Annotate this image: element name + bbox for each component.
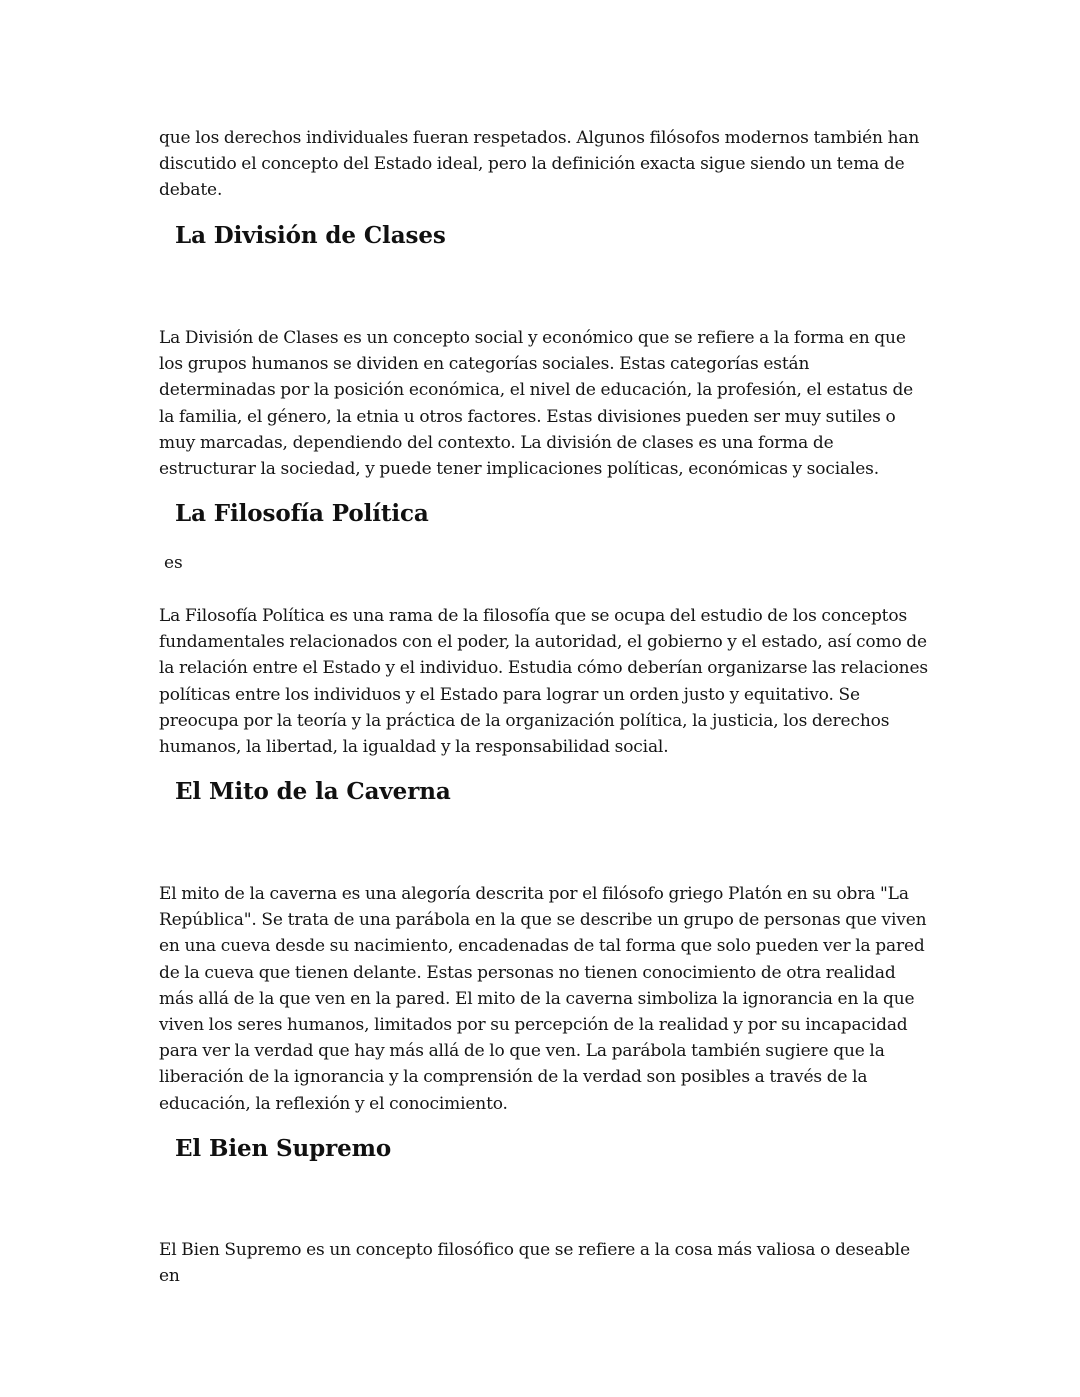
heading-filosofia-politica: La Filosofía Política [175, 500, 429, 527]
heading-mito-de-la-caverna: El Mito de la Caverna [175, 778, 451, 805]
heading-bien-supremo: El Bien Supremo [175, 1135, 392, 1162]
paragraph-mito-de-la-caverna: El mito de la caverna es una alegoría descrita por el filósofo griego Platón en su obra "La República". Se trata de una parábola en la que se describe un grupo de personas que viven en una cueva desde su nacimiento, encadenadas de tal forma que solo pueden ver la pared de la cueva que tienen delante. Estas personas no tienen conocimiento de otra realidad más allá de la que ven en la pared. El mito de la caverna simboliza la ignorancia en la que viven los seres humanos, limitados por su percepción de la realidad y por su incapacidad para ver la verdad que hay más allá de lo que ven. La parábola también sugiere que la liberación de la ignorancia y la comprensión de la verdad son posibles a través de la educación, la reflexión y el conocimiento. [159, 884, 927, 1114]
heading-division-de-clases: La División de Clases [175, 222, 446, 249]
paragraph-filosofia-politica: La Filosofía Política es una rama de la filosofía que se ocupa del estudio de los conceptos fundamentales relacionados con el poder, la autoridad, el gobierno y el estado, así como de la relación entre el Estado y el individuo. Estudia cómo deberían organizarse las relaciones políticas entre los individuos y el Estado para lograr un orden justo y equitativo. Se preocupa por la teoría y la práctica de la organización política, la justicia, los derechos humanos, la libertad, la igualdad y la responsabilidad social. [159, 606, 928, 758]
intro-paragraph: que los derechos individuales fueran respetados. Algunos filósofos modernos también han discutido el concepto del Estado ideal, pero la definición exacta sigue siendo un tema de debate. [159, 128, 920, 201]
stray-text-es: es [164, 553, 183, 573]
paragraph-division-de-clases: La División de Clases es un concepto social y económico que se refiere a la forma en que los grupos humanos se dividen en categorías sociales. Estas categorías están determinadas por la posición económica, el nivel de educación, la profesión, el estatus de la familia, el género, la etnia u otros factores. Estas divisiones pueden ser muy sutiles o muy marcadas, dependiendo del contexto. La división de clases es una forma de estructurar la sociedad, y puede tener implicaciones políticas, económicas y sociales. [159, 328, 914, 480]
paragraph-bien-supremo: El Bien Supremo es un concepto filosófico que se refiere a la cosa más valiosa o deseable en [159, 1240, 911, 1287]
